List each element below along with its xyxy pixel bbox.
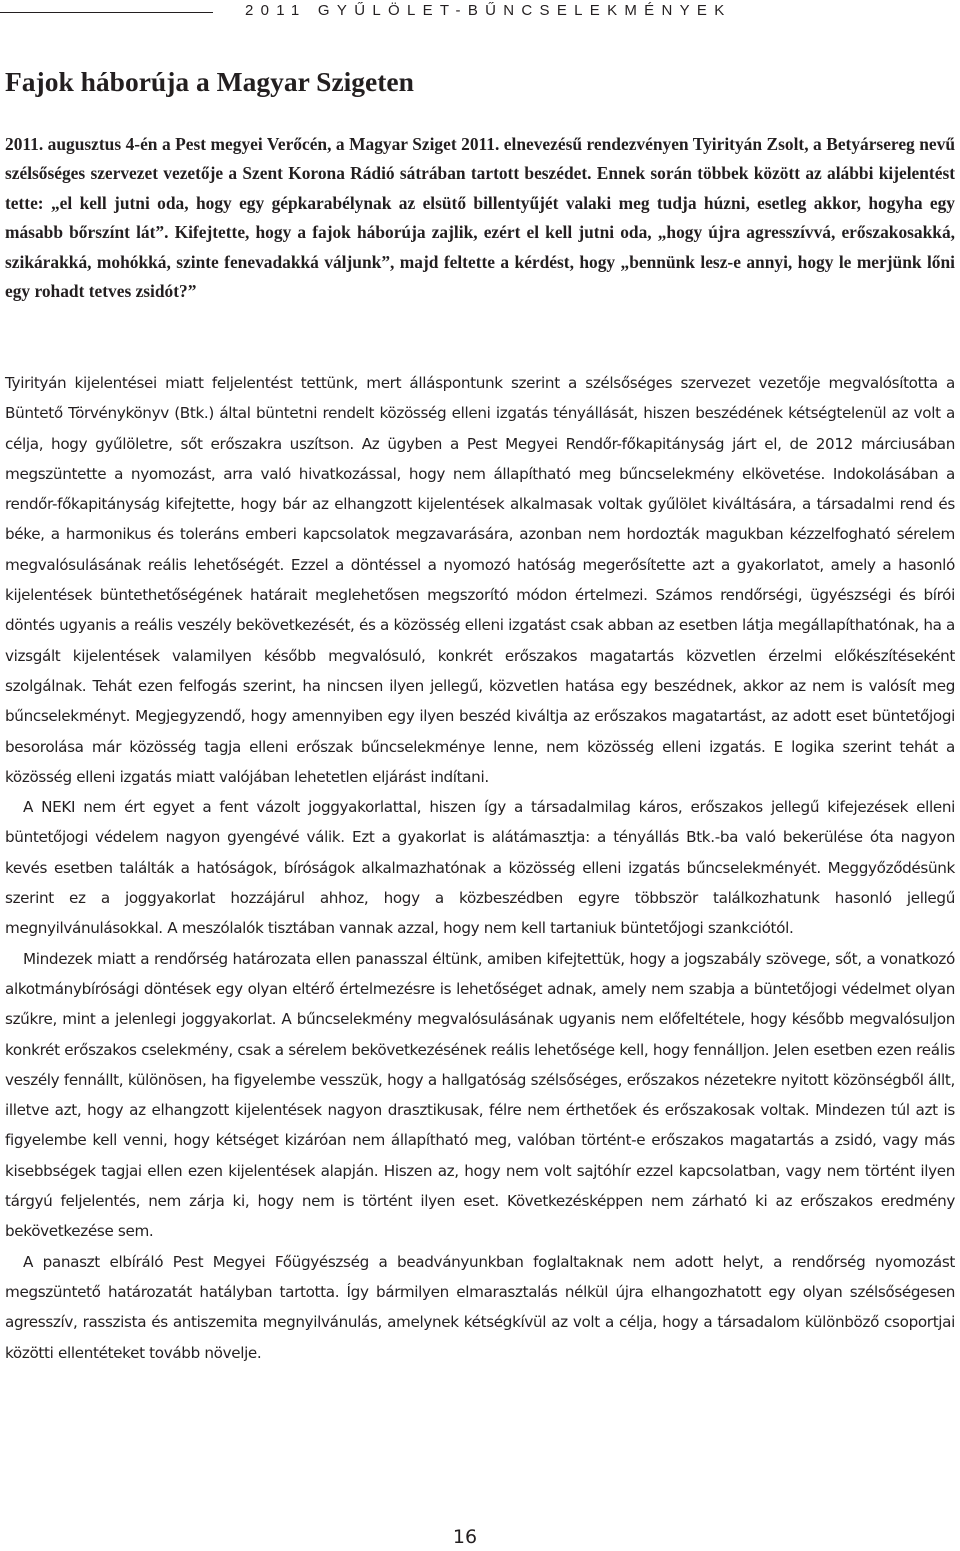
body-paragraph: A panaszt elbíráló Pest Megyei Főügyészség a beadványunkban foglaltaknak nem adott helyt, a rendőrség nyomozást megszüntető határozatát hatályban tartotta. Így bármilyen elmarasztalás nélkül újra elhangozhatott egy olyan szélsőségesen agresszív, rasszista és antiszemita megnyilvánulás, amelynek kétségkívül az volt a célja, hogy a társadalom különböző csoportjai közötti ellentéteket tovább növelje. — [5, 1252, 955, 1362]
lead-paragraph: 2011. augusztus 4-én a Pest megyei Verőcén, a Magyar Sziget 2011. elnevezésű rendezvényen Tyirityán Zsolt, a Betyársereg nevű szélsőséges szervezet vezetője a Szent Korona Rádió sátrában tartott beszédet. Ennek során többek között az alábbi kijelentést tette: „el kell jutni oda, hogy egy gépkarabélynak az elsütő billentyűjét valaki meg tudja húzni, esetleg akkor, hogyha egy másabb bőrszínt lát”. Kifejtette, hogy a fajok háborúja zajlik, ezért el kell jutni oda, „hogy újra agresszívvá, erőszakosakká, szikárakká, mohókká, szinte fenevadakká váljunk”, majd feltette a kérdést, hogy „bennünk lesz-e annyi, hogy le merjünk lőni egy rohadt tetves zsidót?” — [5, 134, 955, 302]
running-header: 2011 GYŰLÖLET-BŰNCSELEKMÉNYEK — [245, 2, 732, 19]
body-paragraph: A NEKI nem ért egyet a fent vázolt joggyakorlattal, hiszen így a társadalmilag káros, erőszakos jellegű kifejezések elleni büntetőjogi védelem nagyon gyengévé válik. Ezt a gyakorlat is alátámasztja: a tényállás Btk.-ba való bekerülése óta nagyon kevés esetben találták a hatóságok, bíróságok alkalmazhatónak a közösség elleni izgatás bűncselekményét. Meggyőződésünk szerint ez a joggyakorlat hozzájárul ahhoz, hogy a közbeszédben egyre többször találkozhatunk hasonló jellegű megnyilvánulásokkal. A meszólalók tisztában vannak azzal, hogy nem kell tartaniuk büntetőjogi szankciótól. — [5, 798, 955, 938]
article-title: Fajok háborúja a Magyar Szigeten — [5, 66, 414, 97]
article-body — [5, 368, 955, 1368]
body-paragraph: Tyirityán kijelentései miatt feljelentést tettünk, mert álláspontunk szerint a szélsőséges szervezet vezetője megvalósította a Büntető Törvénykönyv (Btk.) által büntetni rendelt közösség elleni izgatás tényállását, hiszen beszédének kétségtelenül az volt a célja, hogy gyűlöletre, sőt erőszakra uszítson. Az ügyben a Pest Megyei Rendőr-főkapitányság járt el, de 2012 márciusában megszüntette a nyomozást, arra való hivatkozással, hogy nem állapítható meg bűncselekmény elkövetése. Indokolásában a rendőr-főkapitányság kifejtette, hogy bár az elhangzott kijelentések alkalmasak voltak gyűlölet kiváltására, a társadalmi rend és béke, a harmonikus és toleráns emberi kapcsolatok megzavarására, azonban nem hordozták magukban kézzelfogható sérelem megvalósulásának reális lehetőségét. Ezzel a döntéssel a nyomozó hatóság megerősítette azt a gyakorlatot, amely a hasonló kijelentések büntethetőségének határait meglehetősen megszorító módon értelmezi. Számos rendőrségi, ügyészségi és bírói döntés ugyanis a reális veszély bekövetkezését, és a közösség elleni izgatást csak abban az esetben látja megállapíthatónak, ha a vizsgált kijelentések valamilyen később megvalósuló, konkrét erőszakos magatartás közvetlen érzelmi előkészítéseként szolgálnak. Tehát ezen felfogás szerint, ha nincsen ilyen jellegű, közvetlen hatása egy beszédnek, akkor az nem is valósít meg bűncselekményt. Megjegyzendő, hogy amennyiben egy ilyen beszéd kiváltja az erőszakos magatartást, az adott eset büntetőjogi besorolása már közösség tagja elleni erőszak bűncselekménye lenne, nem közösség elleni izgatás. E logika szerint tehát a közösség elleni izgatás miatt valójában lehetetlen eljárást indítani. — [5, 374, 955, 786]
page-number: 16 — [452, 1526, 478, 1548]
header-rule — [0, 12, 213, 13]
body-paragraph: Mindezek miatt a rendőrség határozata ellen panasszal éltünk, amiben kifejtettük, hogy a jogszabály szövege, sőt, a vonatkozó alkotmánybírósági döntések egy olyan eltérő értelmezésre is lehetőséget adnak, amely nem szabja a büntetőjogi védelmet olyan szűkre, mint a jelenlegi joggyakorlat. A bűncselekmény megvalósulásának ugyanis nem előfeltétele, hogy később megvalósuljon konkrét erőszakos cselekmény, csak a sérelem bekövetkezésének reális lehetősége kell, hogy fennálljon. Jelen esetben ezen reális veszély fennállt, különösen, ha figyelembe vesszük, hogy a hallgatóság szélsőséges, erőszakos nézetekre nyitott közönségből állt, illetve azt, hogy az elhangzott kijelentések nagyon drasztikusak, félre nem érthetőek és erőszakosak voltak. Mindezen túl azt is figyelembe kell venni, hogy kétséget kizáróan nem állapítható meg, valóban történt-e erőszakos magatartás a zsidó, vagy más kisebbségek tagjai ellen ezen kijelentések alapján. Hiszen az, hogy nem volt sajtóhír ezzel kapcsolatban, vagy nem történt ilyen tárgyú feljelentés, nem zárja ki, hogy nem is történt ilyen eset. Következésképpen nem zárható ki az erőszakos eredmény bekövetkezése sem. — [5, 949, 955, 1241]
